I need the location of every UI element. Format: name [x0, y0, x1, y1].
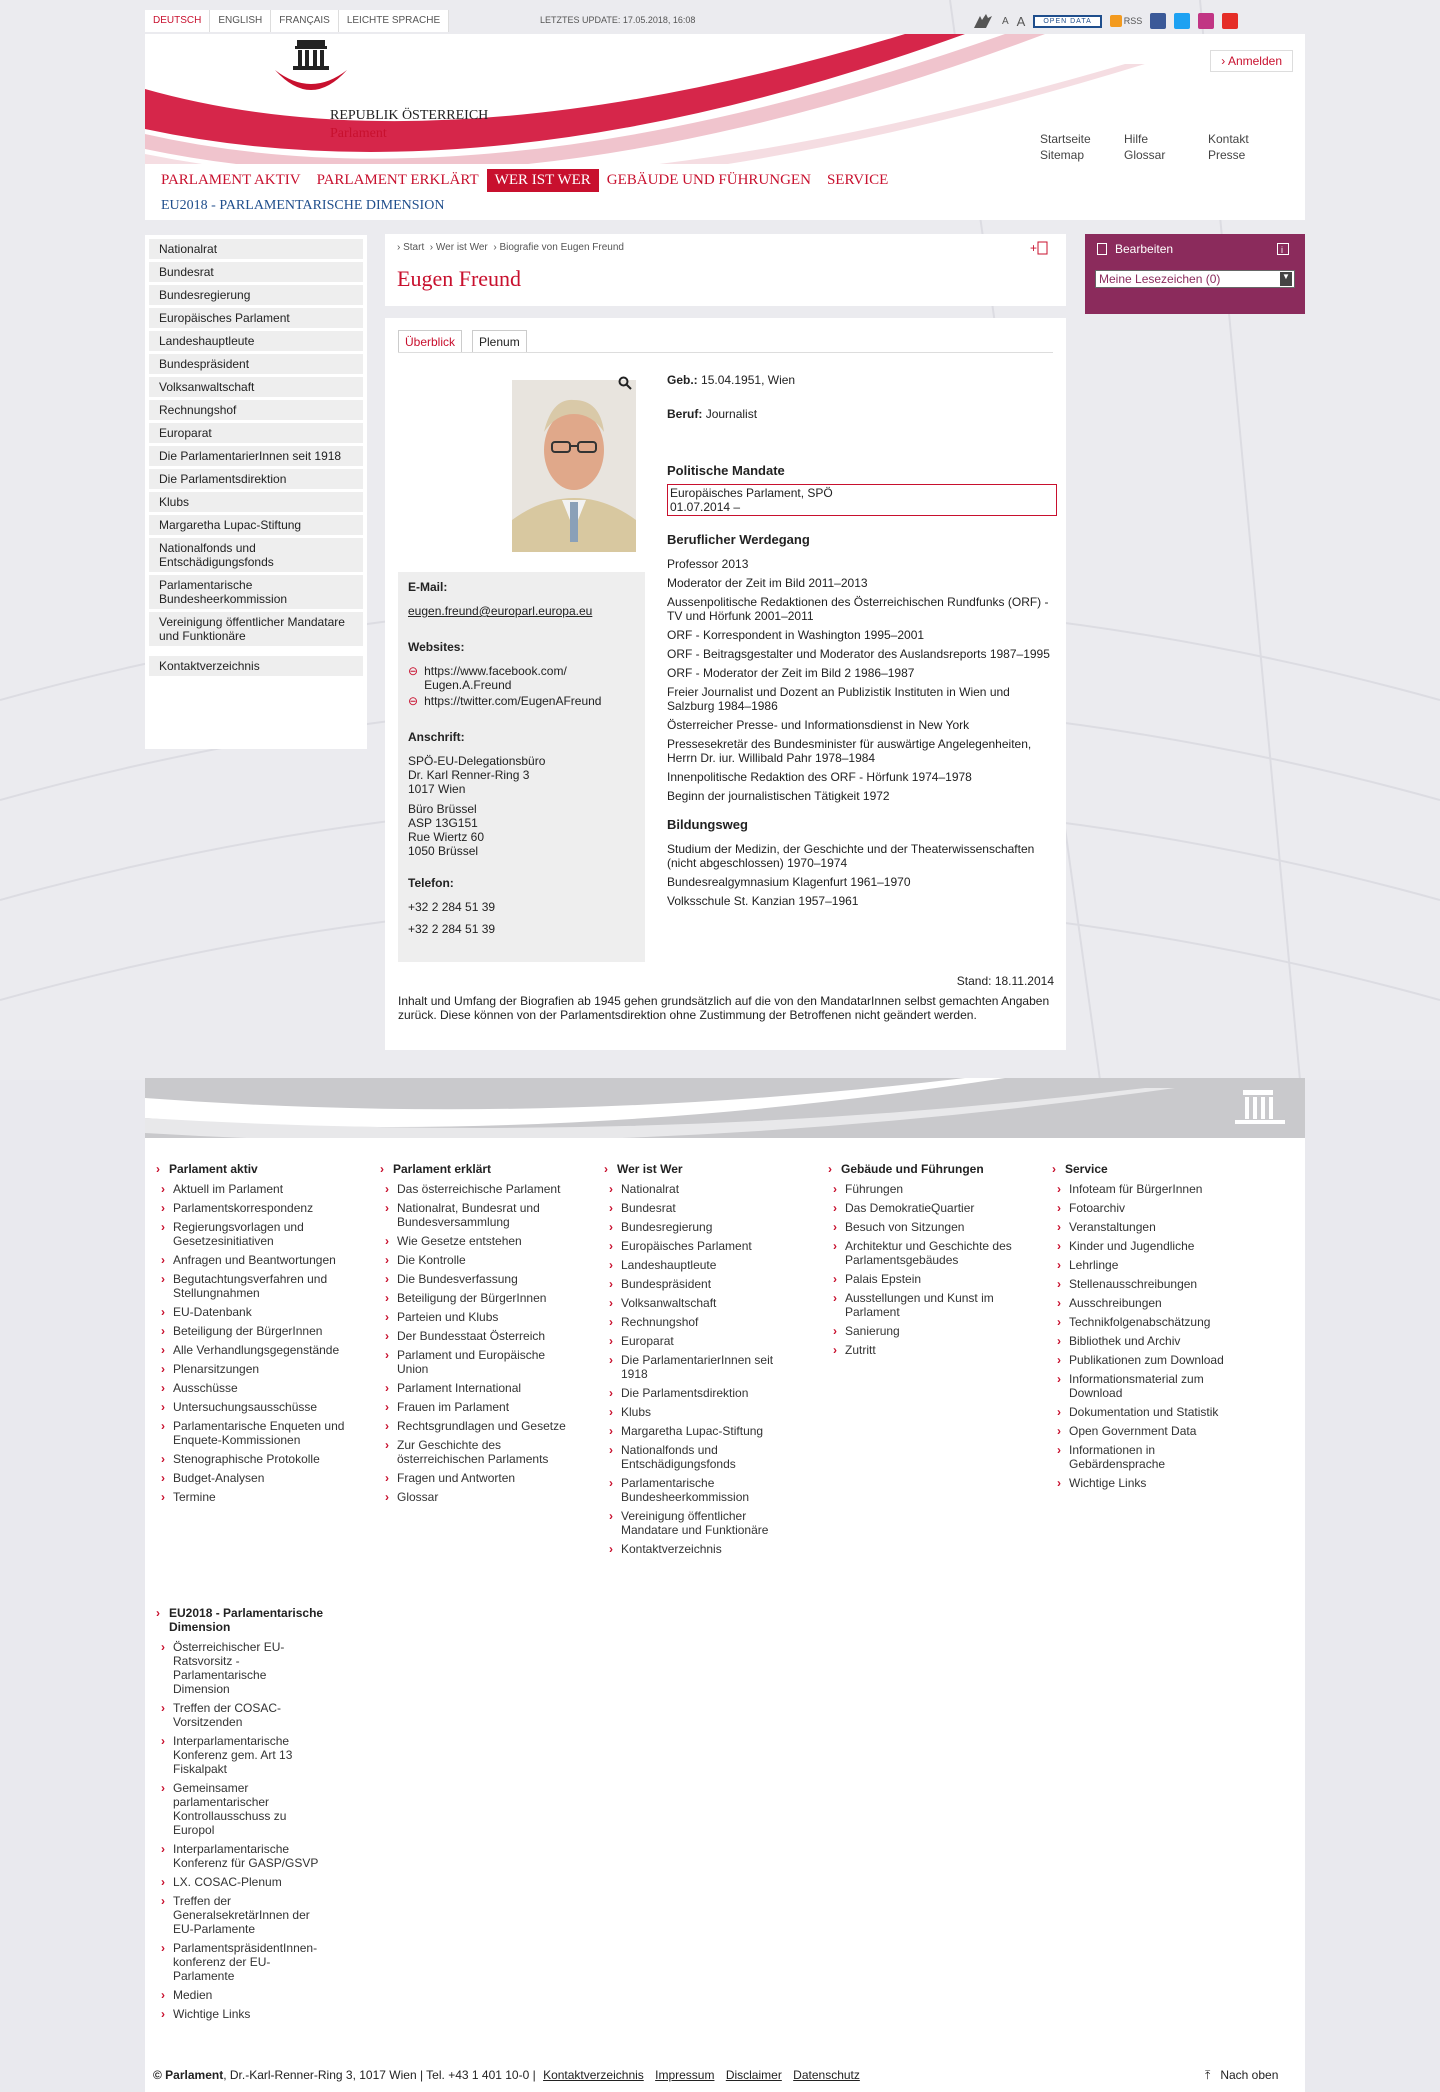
font-large-button[interactable]: A [1016, 13, 1026, 29]
footer-link[interactable]: › Interparlamentarische Konferenz gem. Art 13 Fiskalpakt [153, 1734, 323, 1776]
quick-startseite[interactable]: Startseite [1040, 132, 1091, 146]
footer-link[interactable]: › Stellenausschreibungen [1049, 1277, 1249, 1291]
leftnav-item[interactable]: Volksanwaltschaft [149, 377, 363, 397]
address-line: 1050 Brüssel [408, 844, 479, 858]
job-value: Journalist [705, 407, 758, 421]
external-link-icon: ⊖ [408, 694, 419, 708]
footer-column [377, 1162, 577, 1509]
footer-link[interactable]: › Nationalfonds und Entschädigungsfonds [601, 1443, 801, 1471]
phone-2: +32 2 284 51 39 [408, 922, 496, 936]
back-to-top-label: Nach oben [1220, 2068, 1279, 2082]
education-heading: Bildungsweg [667, 817, 748, 832]
arrow-up-icon: ⤒ [1205, 2068, 1211, 2082]
footer-link[interactable]: › Volksanwaltschaft [601, 1296, 801, 1310]
bookmark-icon [1097, 243, 1107, 255]
footer-link[interactable]: › Margaretha Lupac-Stiftung [601, 1424, 801, 1438]
copyright: © Parlament [153, 2068, 224, 2082]
footer-link[interactable]: › Ausstellungen und Kunst im Parlament [825, 1291, 1025, 1319]
footer-link[interactable]: › Kinder und Jugendliche [1049, 1239, 1249, 1253]
footer-link[interactable]: › Untersuchungsausschüsse [153, 1400, 353, 1414]
job-label: Beruf: [667, 407, 703, 421]
footer-link[interactable]: › Parlamentskorrespondenz [153, 1201, 353, 1215]
footer-link[interactable]: › Begutachtungsverfahren und Stellungnahmen [153, 1272, 353, 1300]
quick-kontakt[interactable]: Kontakt [1208, 132, 1249, 146]
footer-link[interactable]: › EU-Datenbank [153, 1305, 353, 1319]
footer-column-heading[interactable]: › Gebäude und Führungen [825, 1162, 1025, 1176]
career-item: Moderator der Zeit im Bild 2011–2013 [667, 576, 868, 590]
footer-link[interactable]: › Führungen [825, 1182, 1025, 1196]
quick-hilfe[interactable]: Hilfe [1124, 132, 1149, 146]
info-icon[interactable] [1277, 243, 1289, 255]
website-fb-line2: Eugen.A.Freund [424, 678, 512, 692]
leftnav-item[interactable]: Nationalrat [149, 239, 363, 259]
edit-label: Bearbeiten [1115, 242, 1174, 256]
address-line: ASP 13G151 [408, 816, 478, 830]
disclaimer-note: Inhalt und Umfang der Biografien ab 1945 gehen grundsätzlich auf die von den MandatarInnen selbst gemachten Angaben zurück. Diese können von der Parlamentsdirektion ohne Zustimmung der Betroffenen nicht geändert werden. [398, 994, 1050, 1022]
career-item: ORF - Beitragsgestalter und Moderator des Auslandsreports 1987–1995 [667, 647, 1050, 661]
nav-parlament-aktiv[interactable]: PARLAMENT AKTIV [161, 172, 301, 188]
leftnav-item[interactable]: Europäisches Parlament [149, 308, 363, 328]
footer-column-heading[interactable]: › Wer ist Wer [601, 1162, 801, 1176]
footer-column [1049, 1162, 1249, 1495]
footer-link[interactable]: › Nationalrat, Bundesrat und Bundesversammlung [377, 1201, 577, 1229]
footer-link[interactable]: › Die ParlamentarierInnen seit 1918 [601, 1353, 801, 1381]
footer-link[interactable]: › Wie Gesetze entstehen [377, 1234, 577, 1248]
leftnav-item[interactable]: Kontaktverzeichnis [149, 656, 363, 676]
svg-text:i: i [1281, 245, 1283, 255]
footer-link[interactable]: › Gemeinsamer parlamentarischer Kontrollausschuss zu Europol [153, 1781, 323, 1837]
email-link[interactable]: eugen.freund@europarl.europa.eu [408, 604, 593, 618]
leftnav-item[interactable]: Bundespräsident [149, 354, 363, 374]
footer-link[interactable]: › Landeshauptleute [601, 1258, 801, 1272]
footer-link[interactable]: › Open Government Data [1049, 1424, 1249, 1438]
footer-link[interactable]: › Beteiligung der BürgerInnen [377, 1291, 577, 1305]
footer-link[interactable]: › Regierungsvorlagen und Gesetzesinitiativen [153, 1220, 353, 1248]
leftnav-item[interactable]: Bundesregierung [149, 285, 363, 305]
lang-en[interactable]: ENGLISH [210, 10, 271, 32]
bio-column [667, 373, 1057, 913]
quick-presse[interactable]: Presse [1208, 148, 1246, 162]
footer-link[interactable]: › Informationsmaterial zum Download [1049, 1372, 1249, 1400]
footer-column [601, 1162, 801, 1561]
lang-fr[interactable]: FRANÇAIS [271, 10, 339, 32]
education-list [667, 842, 1057, 908]
crumb-start-label: Start [403, 242, 425, 253]
footer-address: , Dr.-Karl-Renner-Ring 3, 1017 Wien | Tel. +43 1 401 10-0 | [223, 2068, 536, 2082]
footer-column-heading[interactable]: › Service [1049, 1162, 1249, 1176]
footer-link[interactable]: › Parlament und Europäische Union [377, 1348, 577, 1376]
footer-link[interactable]: › Anfragen und Beantwortungen [153, 1253, 353, 1267]
font-small-button[interactable]: A [1002, 15, 1009, 27]
footer-link[interactable]: › Sanierung [825, 1324, 1025, 1338]
quick-sitemap[interactable]: Sitemap [1040, 148, 1085, 162]
mandate-box [667, 484, 1057, 516]
footer-link[interactable]: › Frauen im Parlament [377, 1400, 577, 1414]
footer-link[interactable]: › Ausschreibungen [1049, 1296, 1249, 1310]
content-box [385, 318, 1066, 1050]
career-list [667, 557, 1057, 803]
footer-link[interactable]: › Treffen der COSAC-Vorsitzenden [153, 1701, 323, 1729]
youtube-icon[interactable] [1222, 13, 1238, 29]
leftnav-item[interactable]: Landeshauptleute [149, 331, 363, 351]
site-footer [145, 1078, 1305, 2092]
main-nav [153, 169, 896, 192]
footer-link[interactable]: › Zutritt [825, 1343, 1025, 1357]
footer-link[interactable]: › Bibliothek und Archiv [1049, 1334, 1249, 1348]
website-facebook[interactable] [408, 664, 635, 692]
leftnav-item[interactable]: Nationalfonds und Entschädigungsfonds [149, 538, 363, 572]
footer-link[interactable]: › Das österreichische Parlament [377, 1182, 577, 1196]
footer-link[interactable]: › Rechtsgrundlagen und Gesetze [377, 1419, 577, 1433]
footer-link[interactable]: › Aktuell im Parlament [153, 1182, 353, 1196]
footer-column [825, 1162, 1025, 1362]
login-button[interactable]: › Anmelden [1210, 50, 1293, 72]
footer-link[interactable]: › Klubs [601, 1405, 801, 1419]
footer-link[interactable]: › Treffen der GeneralsekretärInnen der EU-Parlamente [153, 1894, 323, 1936]
footer-swoosh [145, 1078, 1305, 1138]
footer-link[interactable]: › Parlamentarische Enqueten und Enquete-Kommissionen [153, 1419, 353, 1447]
leftnav-item[interactable]: Bundesrat [149, 262, 363, 282]
birth-label: Geb.: [667, 373, 698, 387]
tab-plenum[interactable]: Plenum [472, 330, 527, 352]
websites-label: Websites: [408, 640, 465, 654]
career-item: Aussenpolitische Redaktionen des Österreichischen Rundfunks (ORF) - TV und Hörfunk 2001–2011 [667, 595, 1049, 623]
footer-link[interactable]: › Wichtige Links [153, 2007, 323, 2021]
leftnav-item[interactable]: Rechnungshof [149, 400, 363, 420]
footer-link[interactable]: › Parlament International [377, 1381, 577, 1395]
rss-icon[interactable] [1110, 15, 1143, 27]
footer-link[interactable]: › Die Kontrolle [377, 1253, 577, 1267]
footer-link[interactable]: › Die Parlamentsdirektion [601, 1386, 801, 1400]
career-item: Beginn der journalistischen Tätigkeit 1972 [667, 789, 890, 803]
footer-column-heading[interactable]: › Parlament erklärt [377, 1162, 577, 1176]
website-fb-line1: https://www.facebook.com/ [424, 664, 567, 678]
portrait-photo[interactable] [512, 380, 636, 552]
quick-links [1040, 132, 1292, 162]
footer-link[interactable]: › Europäisches Parlament [601, 1239, 801, 1253]
footer-link[interactable]: › Bundespräsident [601, 1277, 801, 1291]
tab-ueberblick[interactable]: Überblick [398, 330, 462, 352]
page-title: Eugen Freund [397, 266, 522, 291]
nav-wer-ist-wer[interactable]: WER IST WER [487, 169, 599, 192]
top-icons [972, 10, 1238, 32]
contact-box [398, 572, 645, 962]
footer-bottom [153, 2068, 864, 2082]
footer-link-disclaimer[interactable]: Disclaimer [725, 2068, 782, 2082]
address-line: Rue Wiertz 60 [408, 830, 485, 844]
twitter-icon[interactable] [1174, 13, 1190, 29]
leftnav-item[interactable]: Klubs [149, 492, 363, 512]
footer-link[interactable]: › Der Bundesstaat Österreich [377, 1329, 577, 1343]
footer-link[interactable]: › Publikationen zum Download [1049, 1353, 1249, 1367]
phone-label: Telefon: [408, 876, 454, 890]
crumb-current-label: Biografie von Eugen Freund [499, 242, 624, 253]
email-label: E-Mail: [408, 580, 448, 594]
career-item: Freier Journalist und Dozent an Publizistik Instituten in Wien und Salzburg 1984–1986 [667, 685, 1010, 713]
footer-column-heading[interactable]: › Parlament aktiv [153, 1162, 353, 1176]
footer-link[interactable]: › Architektur und Geschichte des Parlamentsgebäudes [825, 1239, 1025, 1267]
footer-link[interactable]: › Glossar [377, 1490, 577, 1504]
footer-link[interactable]: › Ausschüsse [153, 1381, 353, 1395]
footer-column [153, 1606, 343, 2026]
footer-link[interactable]: › Stenographische Protokolle [153, 1452, 353, 1466]
footer-link[interactable]: › Bundesrat [601, 1201, 801, 1215]
phone-1: +32 2 284 51 39 [408, 900, 496, 914]
nav-service[interactable]: SERVICE [826, 172, 889, 188]
footer-link[interactable]: › Die Bundesverfassung [377, 1272, 577, 1286]
address-label: Anschrift: [408, 730, 465, 744]
leftnav-item[interactable]: Die ParlamentarierInnen seit 1918 [149, 446, 363, 466]
career-item: ORF - Korrespondent in Washington 1995–2001 [667, 628, 925, 642]
external-link-icon: ⊖ [408, 664, 419, 678]
nav-gebaeude[interactable]: GEBÄUDE UND FÜHRUNGEN [606, 172, 811, 188]
website-twitter[interactable] [408, 694, 635, 708]
mandate-line1: Europäisches Parlament, SPÖ [670, 486, 833, 500]
career-heading: Beruflicher Werdegang [667, 532, 810, 547]
parlament-logo-icon[interactable] [275, 40, 347, 96]
footer-link-impressum[interactable]: Impressum [655, 2068, 715, 2082]
career-item: Österreicher Presse- und Informationsdienst in New York [667, 718, 970, 732]
language-bar [145, 10, 449, 32]
birth-value: 15.04.1951, Wien [701, 373, 796, 387]
footer-link[interactable]: › Zur Geschichte des österreichischen Parlaments [377, 1438, 577, 1466]
facebook-icon[interactable] [1150, 13, 1166, 29]
footer-link[interactable]: › Europarat [601, 1334, 801, 1348]
nav-parlament-erklaert[interactable]: PARLAMENT ERKLÄRT [316, 172, 479, 188]
footer-link[interactable]: › Veranstaltungen [1049, 1220, 1249, 1234]
footer-link[interactable]: › Dokumentation und Statistik [1049, 1405, 1249, 1419]
rss-label: RSS [1123, 16, 1143, 26]
brand-sub[interactable]: Parlament [330, 126, 387, 141]
chevron-down-icon: ▼ [1280, 272, 1292, 286]
footer-link-kontakt[interactable]: Kontaktverzeichnis [543, 2068, 644, 2082]
career-item: Professor 2013 [667, 557, 749, 571]
edit-header[interactable] [1097, 242, 1173, 256]
svg-text:+: + [1030, 241, 1038, 255]
left-nav [145, 235, 367, 749]
footer-link[interactable]: › Alle Verhandlungsgegenstände [153, 1343, 353, 1357]
career-item: Innenpolitische Redaktion des ORF - Hörfunk 1974–1978 [667, 770, 972, 784]
bookmark-add-icon[interactable] [1030, 240, 1050, 256]
mandate-heading: Politische Mandate [667, 463, 785, 478]
quick-glossar[interactable]: Glossar [1124, 148, 1166, 162]
zoom-icon[interactable] [618, 376, 632, 390]
bookmark-select-value: Meine Lesezeichen (0) [1099, 272, 1221, 286]
lang-de[interactable]: DEUTSCH [145, 10, 210, 32]
footer-link[interactable]: › ParlamentspräsidentInnen-konferenz der EU-Parlamente [153, 1941, 323, 1983]
footer-link[interactable]: › Plenarsitzungen [153, 1362, 353, 1376]
address-line: SPÖ-EU-Delegationsbüro [408, 754, 546, 768]
website-tw-line: https://twitter.com/EugenAFreund [424, 694, 602, 708]
bookmark-select[interactable] [1095, 270, 1295, 288]
mandate-line2: 01.07.2014 – [670, 500, 741, 514]
login-label: Anmelden [1227, 54, 1282, 68]
education-item: Studium der Medizin, der Geschichte und der Theaterwissenschaften (nicht abgeschlossen) 1970–1974 [667, 842, 1035, 870]
leftnav-item[interactable]: Europarat [149, 423, 363, 443]
career-item: Pressesekretär des Bundesminister für auswärtige Angelegenheiten, Herrn Dr. iur. Willibald Pahr 1978–1984 [667, 737, 1032, 765]
crumb-wer-label: Wer ist Wer [435, 242, 488, 253]
education-item: Volksschule St. Kanzian 1957–1961 [667, 894, 859, 908]
footer-link[interactable]: › Fotoarchiv [1049, 1201, 1249, 1215]
crumb-wer-ist-wer[interactable]: › Wer ist Wer [429, 242, 488, 253]
footer-link[interactable]: › Palais Epstein [825, 1272, 1025, 1286]
footer-link[interactable]: › Parteien und Klubs [377, 1310, 577, 1324]
footer-link[interactable]: › Kontaktverzeichnis [601, 1542, 801, 1556]
title-box [385, 234, 1066, 306]
education-item: Bundesrealgymnasium Klagenfurt 1961–1970 [667, 875, 911, 889]
footer-link[interactable]: › Nationalrat [601, 1182, 801, 1196]
brand-name[interactable]: REPUBLIK ÖSTERREICH [330, 108, 489, 123]
footer-link[interactable]: › Budget-Analysen [153, 1471, 353, 1485]
crumb-current: › Biografie von Eugen Freund [493, 242, 624, 253]
leftnav-item[interactable]: Vereinigung öffentlicher Mandatare und Funktionäre [149, 612, 363, 646]
leftnav-item[interactable]: Parlamentarische Bundesheerkommission [149, 575, 363, 609]
last-update: LETZTES UPDATE: 17.05.2018, 16:08 [540, 15, 696, 25]
footer-column-heading[interactable]: › EU2018 - Parlamentarische Dimension [153, 1606, 343, 1634]
footer-link[interactable]: › Wichtige Links [1049, 1476, 1249, 1490]
leftnav-item[interactable]: Margaretha Lupac-Stiftung [149, 515, 363, 535]
breadcrumb [397, 242, 624, 253]
footer-link-datenschutz[interactable]: Datenschutz [793, 2068, 860, 2082]
instagram-icon[interactable] [1198, 13, 1214, 29]
footer-link[interactable]: › Bundesregierung [601, 1220, 801, 1234]
footer-link[interactable]: › Technikfolgenabschätzung [1049, 1315, 1249, 1329]
address-brussels [408, 802, 635, 858]
site-header [145, 34, 1305, 220]
footer-link[interactable]: › Parlamentarische Bundesheerkommission [601, 1476, 801, 1504]
career-item: ORF - Moderator der Zeit im Bild 2 1986–1987 [667, 666, 915, 680]
address-line: 1017 Wien [408, 782, 466, 796]
footer-link[interactable]: › Rechnungshof [601, 1315, 801, 1329]
bookmark-panel [1085, 234, 1305, 314]
crumb-start[interactable]: › Start [397, 242, 425, 253]
footer-link[interactable]: › Lehrlinge [1049, 1258, 1249, 1272]
footer-link[interactable]: › Fragen und Antworten [377, 1471, 577, 1485]
stand-date: Stand: 18.11.2014 [956, 974, 1054, 988]
lang-easy[interactable]: LEICHTE SPRACHE [339, 10, 449, 32]
footer-link[interactable]: › Vereinigung öffentlicher Mandatare und Funktionäre [601, 1509, 801, 1537]
back-to-top[interactable] [1205, 2068, 1278, 2083]
footer-link[interactable]: › Besuch von Sitzungen [825, 1220, 1025, 1234]
footer-link[interactable]: › LX. COSAC-Plenum [153, 1875, 323, 1889]
footer-link[interactable]: › Interparlamentarische Konferenz für GASP/GSVP [153, 1842, 323, 1870]
leftnav-item[interactable]: Die Parlamentsdirektion [149, 469, 363, 489]
footer-link[interactable]: › Das DemokratieQuartier [825, 1201, 1025, 1215]
address-vienna [408, 754, 635, 796]
footer-link[interactable]: › Informationen in Gebärdensprache [1049, 1443, 1249, 1471]
address-line: Dr. Karl Renner-Ring 3 [408, 768, 530, 782]
footer-link[interactable]: › Beteiligung der BürgerInnen [153, 1324, 353, 1338]
sign-language-icon[interactable] [972, 12, 994, 30]
footer-column [153, 1162, 353, 1509]
tab-divider [398, 352, 1053, 353]
opendata-icon[interactable]: OPEN DATA [1033, 15, 1101, 28]
nav-eu2018[interactable]: EU2018 - PARLAMENTARISCHE DIMENSION [161, 198, 445, 213]
footer-link[interactable]: › Termine [153, 1490, 353, 1504]
address-line: Büro Brüssel [408, 802, 477, 816]
footer-link[interactable]: › Medien [153, 1988, 323, 2002]
footer-link[interactable]: › Infoteam für BürgerInnen [1049, 1182, 1249, 1196]
footer-link[interactable]: › Österreichischer EU-Ratsvorsitz - Parlamentarische Dimension [153, 1640, 323, 1696]
